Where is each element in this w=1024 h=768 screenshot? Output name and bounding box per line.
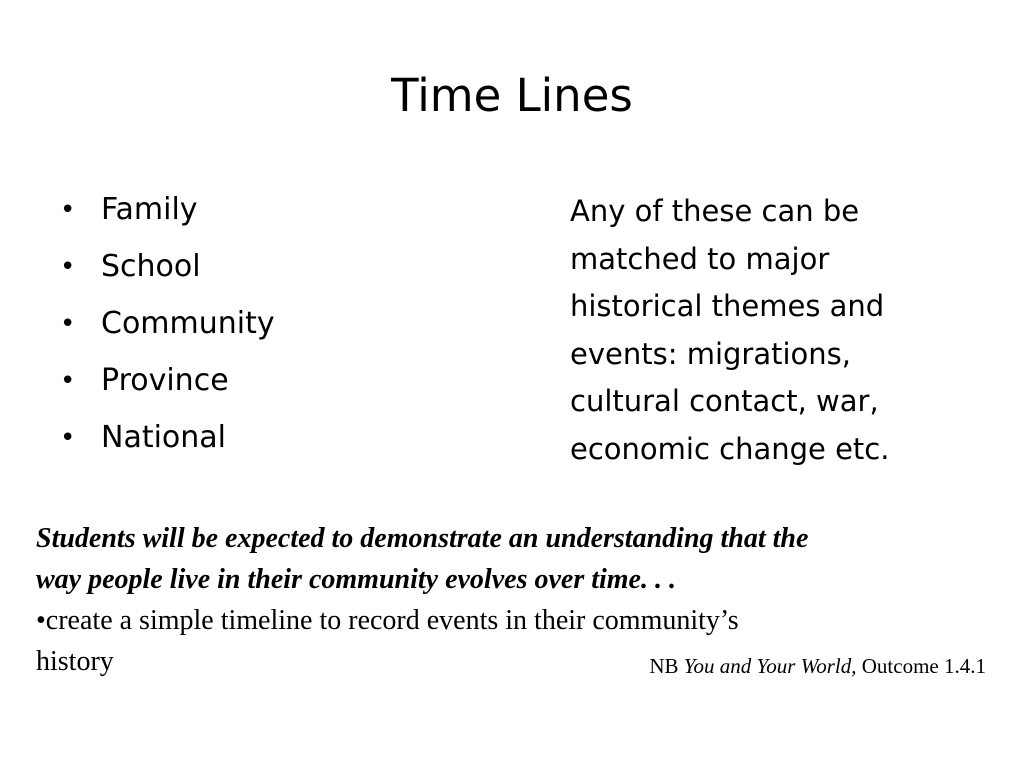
list-item-label: National [101, 420, 227, 455]
historical-themes-note [570, 188, 990, 473]
note-line: cultural contact, war, [570, 384, 879, 418]
list-item-label: Province [101, 363, 229, 398]
slide-title: Time Lines [391, 69, 633, 122]
list-item-label: Family [101, 192, 198, 227]
bullet-icon: • [60, 309, 76, 339]
citation-prefix: NB [649, 654, 679, 678]
note-line: matched to major [570, 241, 830, 276]
list-item-national [60, 414, 275, 471]
note-line: historical themes and [570, 289, 885, 323]
bullet-icon: • [60, 423, 76, 453]
list-item-province [60, 357, 275, 414]
time-line-types-list [60, 186, 275, 471]
note-line: economic change etc. [570, 431, 890, 466]
list-item-school [60, 243, 275, 300]
note-line: events: migrations, [570, 336, 851, 371]
citation-outcome-number: Outcome 1.4.1 [861, 654, 986, 678]
outcome-statement-line: Students will be expected to demonstrate an understanding that the [36, 523, 809, 554]
outcome-citation [649, 650, 986, 682]
list-item-label: School [101, 249, 201, 284]
bullet-icon: • [60, 252, 76, 282]
outcome-task-line: •create a simple timeline to record events in their community’s [36, 605, 739, 636]
citation-source: You and Your World, [683, 654, 857, 678]
list-item-family [60, 186, 275, 243]
outcome-task-line: history [36, 646, 114, 677]
outcome-statement-line: way people live in their community evolves over time. . . [36, 564, 676, 595]
list-item-community [60, 300, 275, 357]
bullet-icon: • [60, 195, 76, 225]
list-item-label: Community [101, 306, 275, 341]
bullet-icon: • [60, 366, 76, 396]
note-line: Any of these can be [570, 194, 860, 228]
